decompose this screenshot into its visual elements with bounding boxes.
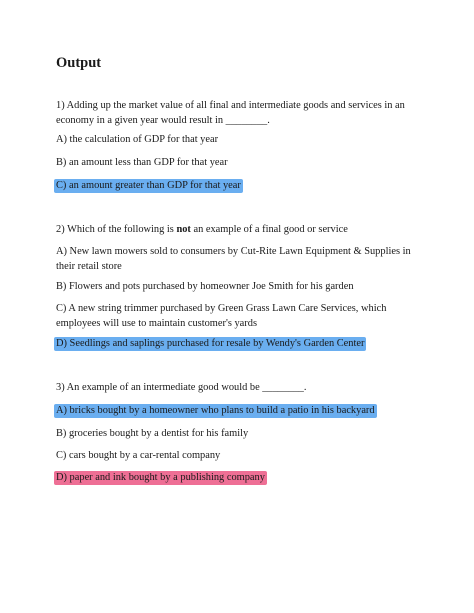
highlighted-answer: D) Seedlings and saplings purchased for resale by Wendy's Garden Center (56, 338, 365, 349)
question-3-option-b: B) groceries bought by a dentist for his family (56, 428, 249, 439)
question-1-option-a: A) the calculation of GDP for that year (56, 134, 219, 145)
highlighted-wrong-answer: D) paper and ink bought by a publishing company (56, 472, 265, 483)
question-2-stem-before: 2) Which of the following is (56, 224, 177, 235)
question-1-stem: 1) Adding up the market value of all final and intermediate goods and services in an economy in a given year would result in ________. (56, 100, 405, 126)
question-2-option-d (56, 336, 428, 351)
highlighted-answer: A) bricks bought by a homeowner who plans to build a patio in his backyard (56, 405, 375, 416)
question-1-option-b: B) an amount less than GDP for that year (56, 157, 228, 168)
question-3-option-a (56, 403, 428, 418)
page-title: Output (56, 55, 102, 71)
question-1-option-c (56, 178, 428, 193)
question-2-stem (56, 222, 428, 237)
question-3-stem: 3) An example of an intermediate good would be ________. (56, 382, 307, 393)
question-2-option-c: C) A new string trimmer purchased by Green Grass Lawn Care Services, which employees will use to maintain customer's yards (56, 303, 387, 329)
question-2-option-a: A) New lawn mowers sold to consumers by Cut-Rite Lawn Equipment & Supplies in their retail store (56, 246, 411, 272)
question-2-stem-after: an example of a final good or service (190, 224, 348, 235)
question-3-option-d (56, 470, 428, 485)
question-3-option-c: C) cars bought by a car-rental company (56, 450, 221, 461)
question-2-option-b: B) Flowers and pots purchased by homeowner Joe Smith for his garden (56, 281, 354, 292)
question-2-stem-emphasis: not (176, 224, 191, 235)
highlighted-answer: C) an amount greater than GDP for that year (56, 180, 241, 191)
